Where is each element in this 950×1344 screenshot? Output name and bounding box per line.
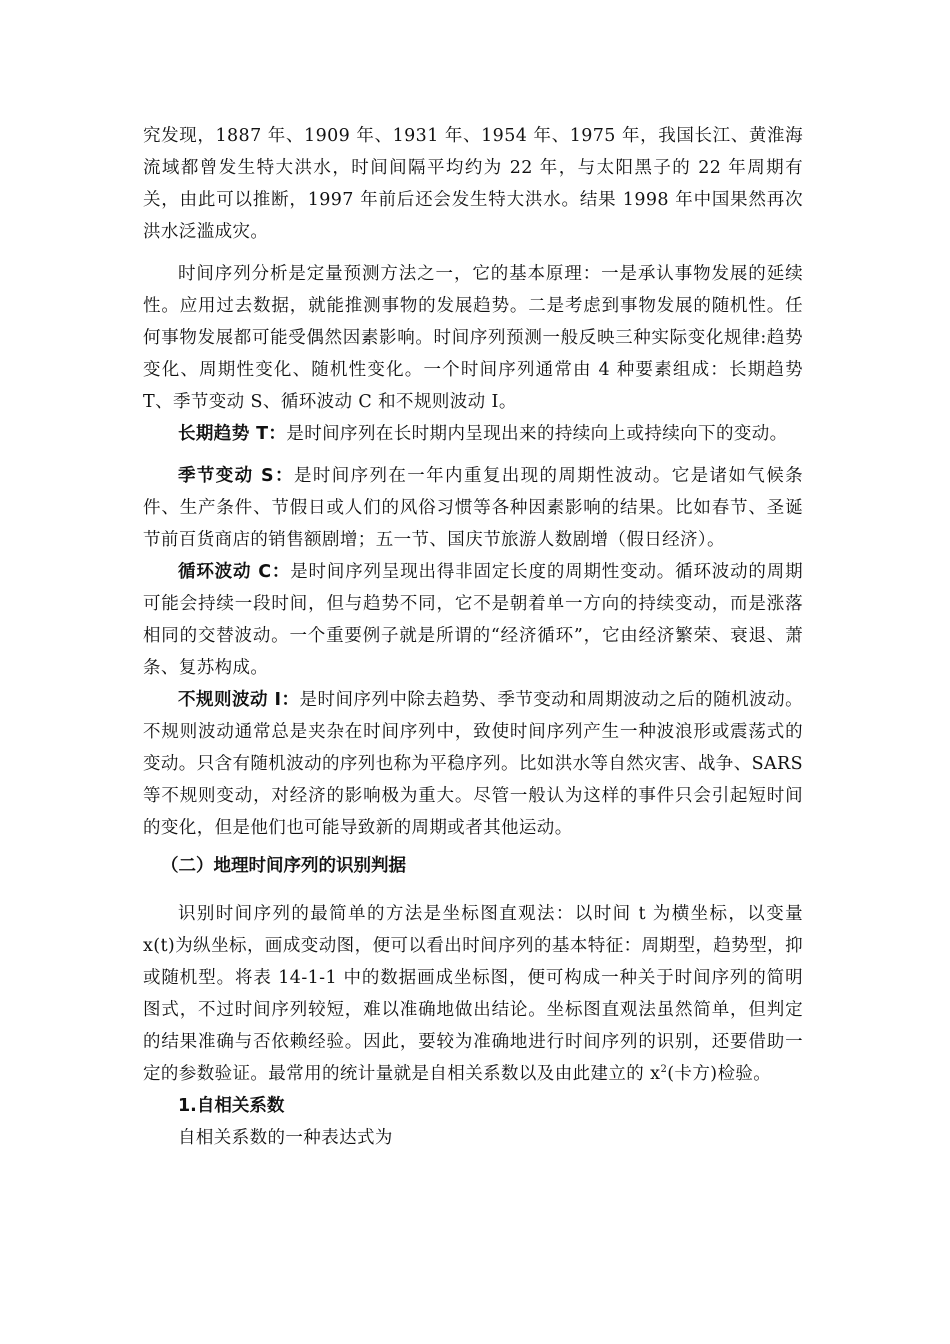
paragraph-autocorrelation-intro: 自相关系数的一种表达式为 [178,1128,393,1148]
definition-irregular: 是时间序列中除去趋势、季节变动和周期波动之后的随机波动。不规则波动通常总是夹杂在时间序列中，致使时间序列产生一种波浪形或震荡式的变动。只含有随机波动的序列也称为平稳序列。比如洪水等自然灾害、战争、SARS 等不规则变动，对经济的影响极为重大。尽管一般认为这样的事件只会引起短时间的变化，但是他们也可能导致新的周期或者其他运动。 [143,690,803,838]
section-heading-identification: （二）地理时间序列的识别判据 [161,856,406,876]
identification-text-end: (卡方)检验。 [667,1064,772,1084]
subsection-heading-autocorrelation: 1.自相关系数 [178,1096,285,1116]
term-cyclical: 循环波动 C： [178,562,291,582]
definition-cyclical: 是时间序列呈现出得非固定长度的周期性变动。循环波动的周期可能会持续一段时间，但与趋势不同，它不是朝着单一方向的持续变动，而是涨落相同的交替波动。一个重要例子就是所谓的“经济循环”，它由经济繁荣、衰退、萧条、复苏构成。 [143,562,803,678]
term-seasonal: 季节变动 S： [178,466,294,486]
term-irregular: 不规则波动 I： [178,690,300,710]
superscript-two: 2 [660,1064,668,1076]
paragraph-irregular [143,684,803,844]
paragraph-cyclical [143,556,803,684]
definition-long-term-trend: 是时间序列在长时期内呈现出来的持续向上或持续向下的变动。 [286,424,788,444]
paragraph-gap [143,248,803,258]
paragraph-intro-continuation: 究发现，1887 年、1909 年、1931 年、1954 年、1975 年，我国长江、黄淮海流域都曾发生特大洪水，时间间隔平均约为 22 年，与太阳黑子的 22 年周期有关，由此可以推断，1997 年前后还会发生特大洪水。结果 1998 年中国果然再次洪水泛滥成灾。 [143,126,803,242]
term-long-term-trend: 长期趋势 T： [178,424,287,444]
paragraph-gap [143,450,803,460]
paragraph-principle: 时间序列分析是定量预测方法之一，它的基本原理：一是承认事物发展的延续性。应用过去数据，就能推测事物的发展趋势。二是考虑到事物发展的随机性。任何事物发展都可能受偶然因素影响。时间序列预测一般反映三种实际变化规律:趋势变化、周期性变化、随机性变化。一个时间序列通常由 4 种要素组成：长期趋势 T、季节变动 S、循环波动 C 和不规则波动 I。 [143,264,803,412]
paragraph-identification [143,898,803,1090]
paragraph-seasonal [143,460,803,556]
document-body [143,120,803,1154]
paragraph-long-term-trend [143,418,803,450]
definition-seasonal: 是时间序列在一年内重复出现的周期性波动。它是诸如气候条件、生产条件、节假日或人们的风俗习惯等各种因素影响的结果。比如春节、圣诞节前百货商店的销售额剧增；五一节、国庆节旅游人数剧增（假日经济）。 [143,466,803,550]
identification-text: 识别时间序列的最简单的方法是坐标图直观法：以时间 t 为横坐标，以变量 x(t)为纵坐标，画成变动图，便可以看出时间序列的基本特征：周期型，趋势型，抑或随机型。将表 14-1-1 中的数据画成坐标图，便可构成一种关于时间序列的简明图式，不过时间序列较短，难以准确地做出结论。坐标图直观法虽然简单，但判定的结果准确与否依赖经验。因此，要较为准确地进行时间序列的识别，还要借助一定的参数验证。最常用的统计量就是自相关系数以及由此建立的 x [143,904,803,1084]
